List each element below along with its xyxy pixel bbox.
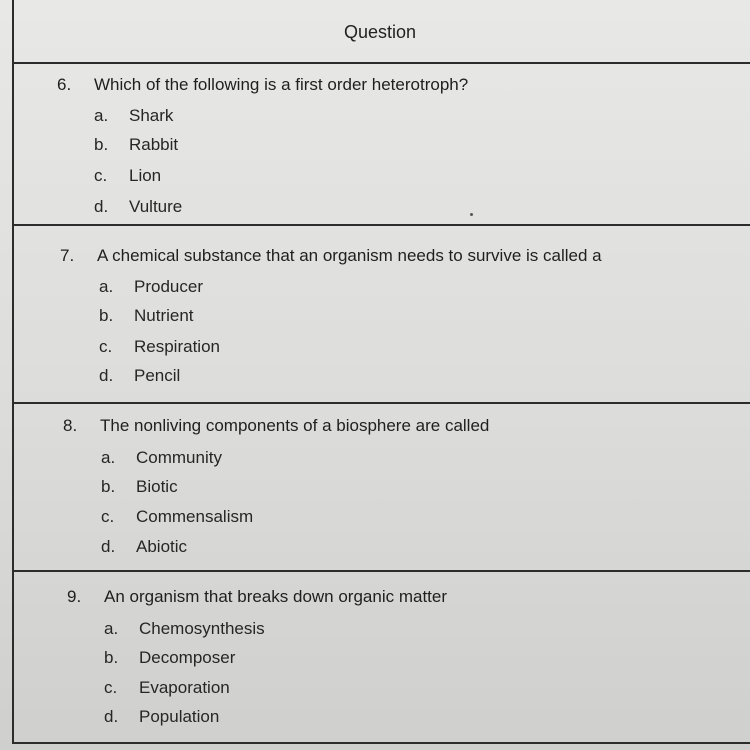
- option-text: Abiotic: [136, 537, 188, 556]
- question-text: A chemical substance that an organism needs to survive is called a: [97, 246, 602, 265]
- question-number: 6.: [57, 75, 72, 94]
- option-text: Decomposer: [139, 648, 236, 667]
- answer-option-c[interactable]: [104, 678, 230, 698]
- answer-option-b[interactable]: [94, 135, 178, 155]
- option-text: Evaporation: [139, 678, 230, 697]
- question-number: 7.: [60, 246, 75, 265]
- option-text: Producer: [134, 277, 203, 296]
- option-letter: b.: [101, 477, 116, 496]
- question-table: [12, 0, 750, 744]
- answer-option-d[interactable]: [104, 707, 219, 727]
- option-letter: c.: [101, 507, 115, 526]
- option-text: Population: [139, 707, 220, 726]
- option-letter: d.: [104, 707, 119, 726]
- answer-option-b[interactable]: [101, 477, 178, 497]
- option-text: Commensalism: [136, 507, 254, 526]
- question-text: Which of the following is a first order heterotroph?: [94, 75, 469, 94]
- question-stem: [67, 587, 447, 607]
- question-text: An organism that breaks down organic matter: [104, 587, 448, 606]
- answer-option-c[interactable]: [99, 337, 220, 357]
- option-letter: a.: [101, 448, 116, 467]
- question-row-7: [14, 224, 750, 404]
- option-text: Chemosynthesis: [139, 619, 265, 638]
- table-header-row: [14, 0, 750, 64]
- stray-mark: [470, 213, 473, 216]
- question-row-6: [14, 62, 750, 226]
- option-letter: a.: [99, 277, 114, 296]
- option-letter: b.: [94, 135, 109, 154]
- option-letter: d.: [99, 366, 114, 385]
- answer-option-b[interactable]: [99, 306, 194, 326]
- answer-option-a[interactable]: [101, 448, 222, 468]
- answer-option-d[interactable]: [94, 197, 182, 217]
- option-letter: a.: [94, 106, 109, 125]
- option-text: Shark: [129, 106, 174, 125]
- answer-option-a[interactable]: [94, 106, 173, 126]
- answer-option-d[interactable]: [101, 537, 187, 557]
- question-stem: [63, 416, 489, 436]
- option-letter: d.: [101, 537, 116, 556]
- answer-option-c[interactable]: [94, 166, 161, 186]
- answer-option-d[interactable]: [99, 366, 180, 386]
- question-stem: [60, 246, 602, 266]
- option-text: Community: [136, 448, 222, 467]
- answer-option-b[interactable]: [104, 648, 235, 668]
- option-text: Respiration: [134, 337, 220, 356]
- question-number: 9.: [67, 587, 82, 606]
- question-text: The nonliving components of a biosphere are called: [100, 416, 490, 435]
- column-header-question: Question: [344, 22, 417, 42]
- option-letter: c.: [99, 337, 113, 356]
- option-text: Lion: [129, 166, 162, 185]
- option-letter: c.: [94, 166, 108, 185]
- option-letter: d.: [94, 197, 109, 216]
- answer-option-c[interactable]: [101, 507, 253, 527]
- option-letter: b.: [104, 648, 119, 667]
- question-row-9: [14, 570, 750, 740]
- answer-option-a[interactable]: [99, 277, 203, 297]
- option-text: Pencil: [134, 366, 181, 385]
- option-text: Biotic: [136, 477, 178, 496]
- question-number: 8.: [63, 416, 78, 435]
- option-letter: a.: [104, 619, 119, 638]
- option-letter: c.: [104, 678, 118, 697]
- option-text: Vulture: [129, 197, 183, 216]
- answer-option-a[interactable]: [104, 619, 265, 639]
- question-row-8: [14, 402, 750, 572]
- option-text: Rabbit: [129, 135, 179, 154]
- option-letter: b.: [99, 306, 114, 325]
- question-stem: [57, 75, 468, 95]
- option-text: Nutrient: [134, 306, 194, 325]
